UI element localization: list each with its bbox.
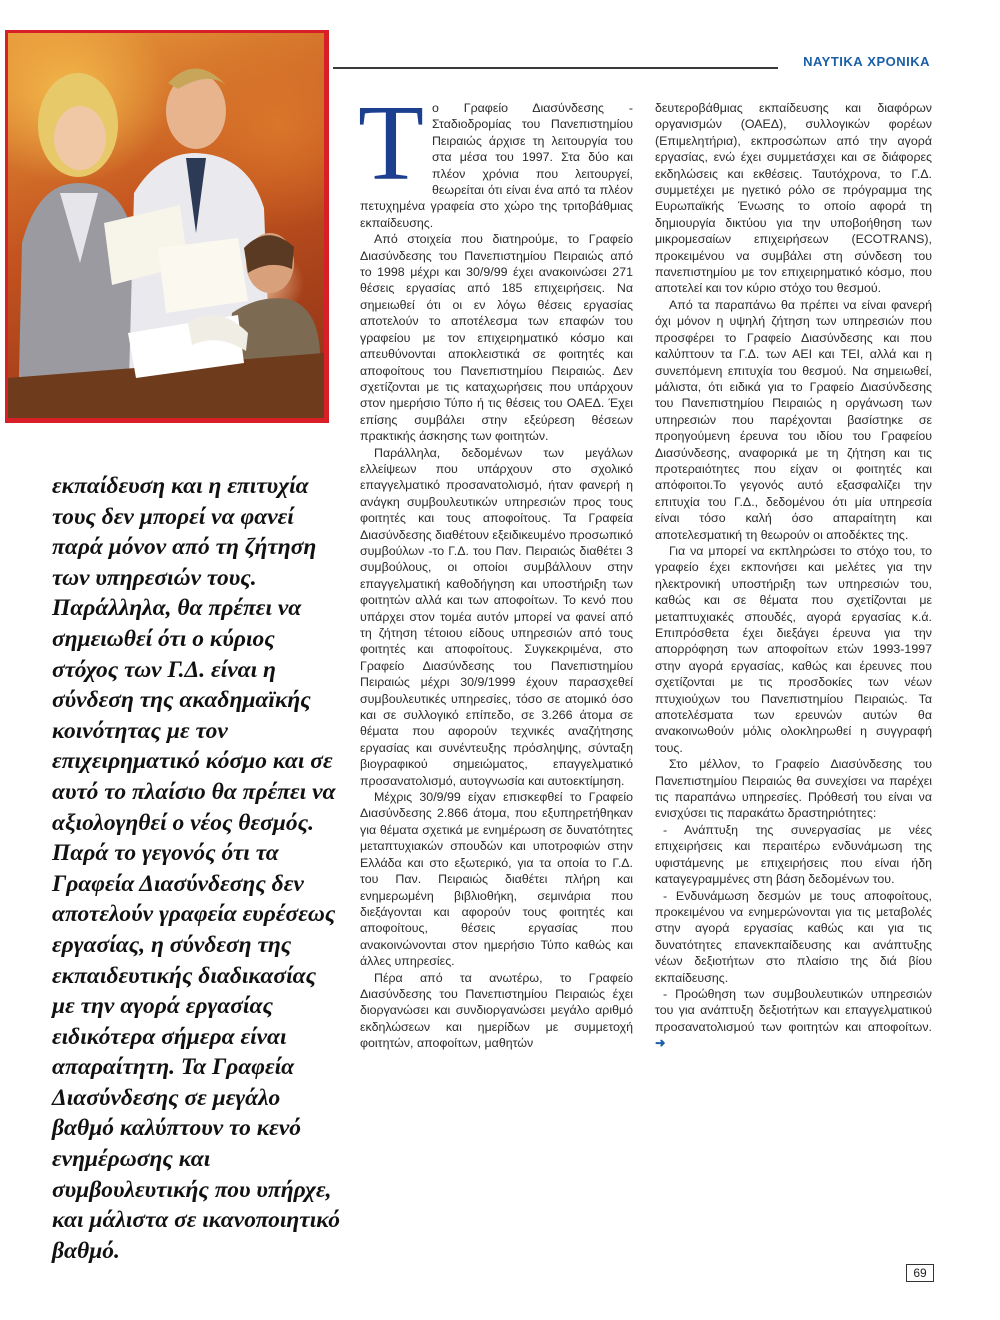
paragraph: Για να μπορεί να εκπληρώσει το στόχο του, το γραφείο έχει εκπονήσει και μελέτες για την ηλεκτρονική υποστήριξη των υπηρεσιών του, καθώς και σε θέματα που σχετίζονται με μεταπτυχιακές σπουδές, αγορά εργασίας κ.ά. Επιπρόσθετα έχει διεξάγει έρευνα για την απορρόφηση των αποφοίτων ετών 1993-1997 στην αγορά εργασίας, καθώς και έρευνες που σχετίζονται με τις προσδοκίες των νέων πτυχιούχων του Πανεπιστημίου Πειραιώς. Τα αποτελέσματα των ερευνών αυτών θα ανακοινωθούν μόλις ολοκληρωθεί η συγγραφή τους. — [655, 543, 932, 755]
paragraph: Πέρα από τα ανωτέρω, το Γραφείο Διασύνδεσης του Πανεπιστημίου Πειραιώς έχει διοργανώσει και συνδιοργανώσει μεγάλο αριθμό εκδηλώσεων και ημερίδων με συμμετοχή φοιτητών, αποφοίτων, μαθητών — [360, 970, 633, 1051]
magazine-title: ΝΑΥΤΙΚΑ ΧΡΟΝΙΚΑ — [803, 54, 930, 69]
paragraph: Το Γραφείο Διασύνδεσης - Σταδιοδρομίας του Πανεπιστημίου Πειραιώς άρχισε τη λειτουργία του στα μέσα του 1997. Στα δύο και πλέον χρόνια που λειτουργεί, θεωρείται ότι είναι ένα από τα πλέον πετυχημένα γραφεία στο χώρο της τριτοβάθμιας εκπαίδευσης. — [358, 84, 633, 230]
office-meeting-illustration — [8, 33, 324, 418]
paragraph: Μέχρις 30/9/99 είχαν επισκεφθεί το Γραφείο Διασύνδεσης 2.866 άτομα, που εξυπηρετήθηκαν για θέματα σχετικά με ενημέρωση σε δυνατότητες μεταπτυχιακών σπουδών και υποτροφιών στην Ελλάδα και στο εξωτερικό, για τα οποία το Γ.Δ. του Παν. Πειραιώς διαθέτει πλήρη και ενημερωμένη βιβλιοθήκη, σεμινάρια που διεξάγονται και αφορούν τους φοιτητές και αποφοίτους, θέσεις εργασίας που ανακοινώνονται στον ημερήσιο Τύπο καθώς και άλλες υπηρεσίες. — [360, 790, 633, 969]
masthead-rule — [333, 67, 778, 69]
end-of-article-icon: ➜ — [655, 1036, 666, 1051]
pull-quote: εκπαίδευση και η επιτυχία τους δεν μπορεί να φανεί παρά μόνον από τη ζήτηση των υπηρεσιών τους. Παράλληλα, θα πρέπει να σημειωθεί ότι ο κύριος στόχος των Γ.Δ. είναι η σύνδεση της ακαδημαϊκής κοινότητας με τον επιχειρηματικό κόσμο και σε αυτό το πλαίσιο θα πρέπει να αξιολογηθεί ο νέος θεσμός. Παρά το γεγονός ότι τα Γραφεία Διασύνδεσης δεν αποτελούν γραφεία ευρέσεως εργασίας, η σύνδεση της εκπαιδευτικής διαδικασίας με την αγορά εργασίας ειδικότερα σήμερα είναι απαραίτητη. Τα Γραφεία Διασύνδεσης σε μεγάλο βαθμό καλύπτουν το κενό ενημέρωσης και συμβουλευτικής που υπήρχε, και μάλιστα σε ικανοποιητικό βαθμό. — [52, 473, 341, 1264]
drop-cap: Τ — [358, 84, 424, 203]
list-item: - Ανάπτυξη της συνεργασίας με νέες επιχειρήσεις και περαιτέρω ενδυνάμωση της υφιστάμενης με επιχειρήσεις που είναι ήδη καταγεγραμμένες στη βάση δεδομένων του. — [655, 822, 932, 887]
article-column-2 — [655, 100, 932, 1052]
paragraph: Από τα παραπάνω θα πρέπει να είναι φανερή όχι μόνον η υψηλή ζήτηση των υπηρεσιών που προσφέρει το Γραφείο Διασύνδεσης και που καλύπτουν τα Γ.Δ. των ΑΕΙ και ΤΕΙ, αλλά και η συνεπόμενη επιτυχία του θεσμού. Να σημειωθεί, μάλιστα, ότι ειδικά για το Γραφείο Διασύνδεσης του Πανεπιστημίου Πειραιώς η οργάνωση των υπηρεσιών που παρέχονται βασίστηκε σε προηγούμενη έρευνα του ιδίου του Γραφείου Διασύνδεσης, αναφορικά με τη ζήτηση και τις προτεραιότητες που είχαν οι φοιτητές και απόφοιτοι.Το γεγονός αυτό εξασφαλίζει την επιτυχία του Γ.Δ., δεδομένου ότι μία υπηρεσία είναι τόσο καλή όσο απαραίτητη και αποτελεσματική τη θεωρούν οι αποδέκτες της. — [655, 297, 932, 542]
page-number: 69 — [906, 1264, 934, 1282]
paragraph: Στο μέλλον, το Γραφείο Διασύνδεσης του Πανεπιστημίου Πειραιώς θα συνεχίσει να παρέχει τις παραπάνω υπηρεσίες. Πρόθεσή του είναι να ενισχύσει τις παρακάτω δραστηριότητες: — [655, 757, 932, 821]
paragraph: Από στοιχεία που διατηρούμε, το Γραφείο Διασύνδεσης του Πανεπιστημίου Πειραιώς από το 1998 μέχρι και 30/9/99 έχει ανακοινώσει 271 θέσεις εργασίας από 185 επιχειρήσεις. Να σημειωθεί ότι οι εν λόγω θέσεις εργασίας αποτελούν το αποτέλεσμα των επαφών του γραφείου με τον επιχειρηματικό κόσμο και απευθύνονται αποκλειστικά σε φοιτητές και αποφοίτους του Πανεπιστημίου Πειραιώς. Δεν σχετίζονται με τις καταχωρήσεις που υπάρχουν στον ημερήσιο Τύπο ή τις θέσεις του ΟΑΕΔ. Έχει επίσης συμβάλει στην εξεύρεση θέσεων πρακτικής άσκησης των φοιτητών. — [360, 232, 633, 444]
photo-frame — [5, 30, 329, 423]
article-column-1 — [358, 84, 633, 1052]
paragraph: Παράλληλα, δεδομένων των μεγάλων ελλείψεων που υπάρχουν στο σχολικό επαγγελματικό προσανατολισμό, ήταν φανερή η ανάγκη συμβουλευτικών υπηρεσιών προς τους φοιτητές και τους αποφοίτους. Τα Γραφεία Διασύνδεσης διαθέτουν εξειδικευμένο προσωπικό συμβούλων -το Γ.Δ. του Παν. Πειραιώς διαθέτει 3 συμβούλους, οι οποίοι συμβάλλουν στην επαγγελματική καθοδήγηση και υποστήριξη των φοιτητών αλλά και των αποφοίτων. Το κενό που υπάρχει στον τομέα αυτόν μπορεί να φανεί από τη ζήτηση τέτοιου είδους υπηρεσιών από τους φοιτητές και αποφοίτους. Συγκεκριμένα, στο Γραφείο Διασύνδεσης του Πανεπιστημίου Πειραιώς μέχρι 30/9/1999 έχουν παρασχεθεί συμβουλευτικές υπηρεσίες, τόσο σε ατομικό όσο και σε συλλογικό επίπεδο, σε 3.266 άτομα σε θέματα που αφορούν τεχνικές αναζήτησης εργασίας και συνέντευξης πρόσληψης, σύνταξη βιογραφικού σημειώματος, επαγγελματικό προσανατολισμό, αυτογνωσία και αυτοεκτίμηση. — [360, 445, 633, 788]
list-item: - Προώθηση των συμβουλευτικών υπηρεσιών του για ανάπτυξη δεξιοτήτων και επαγγελματικού προσανατολισμού των φοιτητών και αποφοίτων. ➜ — [655, 986, 932, 1051]
article-photo — [8, 33, 324, 418]
paragraph: δευτεροβάθμιας εκπαίδευσης και διαφόρων οργανισμών (ΟΑΕΔ), συλλογικών φορέων (Επιμελητήρια), εκπροσώπων από την αγορά εργασίας, ενώ έχει συμμετάσχει και σε διάφορες εκδηλώσεις και εκθέσεις. Ταυτόχρονα, το Γ.Δ. συμμετέχει με ηγετικό ρόλο σε πρόγραμμα της Ευρωπαϊκής Ένωσης το οποίο αφορά τη δημιουργία δικτύου για την υποβοήθηση των μικρομεσαίων επιχειρήσεων (ECOTRANS), προκειμένου να συμβάλει στη σύνδεση του πανεπιστημίου με τον επιχειρηματικό κόσμο, που αποτελεί και τον κύριο στόχο του θεσμού. — [655, 101, 932, 296]
list-item: - Ενδυνάμωση δεσμών με τους αποφοίτους, προκειμένου να ενημερώνονται για τις μεταβολές στην αγορά εργασίας καθώς και για τις δυνατότητες επανεκπαίδευσης και ανάπτυξης νέων δεξιοτήτων στο πλαίσιο της διά βίου εκπαίδευσης. — [655, 888, 932, 985]
